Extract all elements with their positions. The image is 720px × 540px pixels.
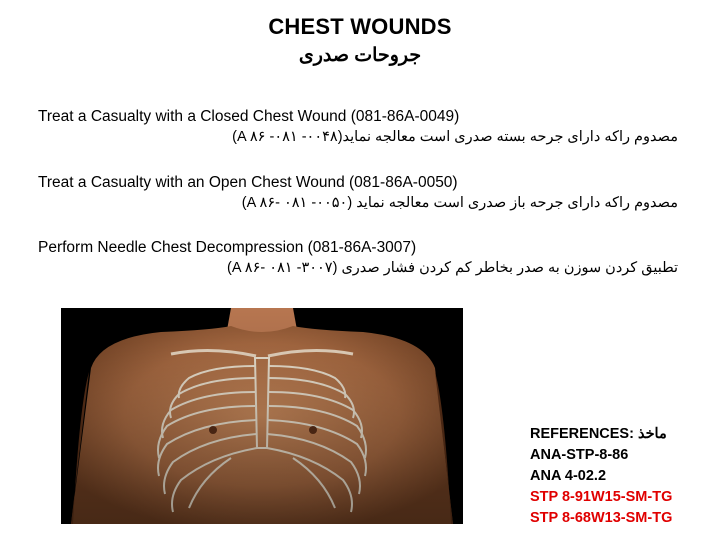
task-1-dari: مصدوم راکه دارای جرحه بسته صدری است معالجه نماید(۰۰۴۸- A ۸۶ -۰۸۱) — [232, 129, 678, 145]
reference-item: ANA-STP-8-86 — [530, 447, 629, 463]
task-2-dari: مصدوم راکه دارای جرحه باز صدری است معالجه نماید (۰۰۵۰- A ۸۶- ۰۸۱) — [241, 195, 678, 211]
reference-item: STP 8-91W15-SM-TG — [530, 489, 673, 505]
chest-ribcage-photo — [61, 308, 463, 524]
slide-subtitle: جروحات صدری — [298, 45, 422, 66]
reference-item: ANA 4-02.2 — [530, 468, 607, 484]
references-block — [530, 424, 672, 529]
reference-item: STP 8-68W13-SM-TG — [530, 510, 673, 526]
slide-title: CHEST WOUNDS — [268, 14, 452, 39]
chest-ribcage-illustration — [61, 308, 463, 524]
task-2-english: Treat a Casualty with an Open Chest Wound (081-86A-0050) — [38, 174, 458, 191]
references-header: REFERENCES: ماخذ — [530, 426, 667, 442]
task-3-english: Perform Needle Chest Decompression (081-86A-3007) — [38, 239, 417, 256]
task-3-dari: تطبیق کردن سوزن به صدر بخاطر کم کردن فشار صدری (۳۰۰۷- A ۸۶- ۰۸۱) — [227, 260, 678, 276]
task-1-english: Treat a Casualty with a Closed Chest Wound (081-86A-0049) — [38, 108, 460, 125]
